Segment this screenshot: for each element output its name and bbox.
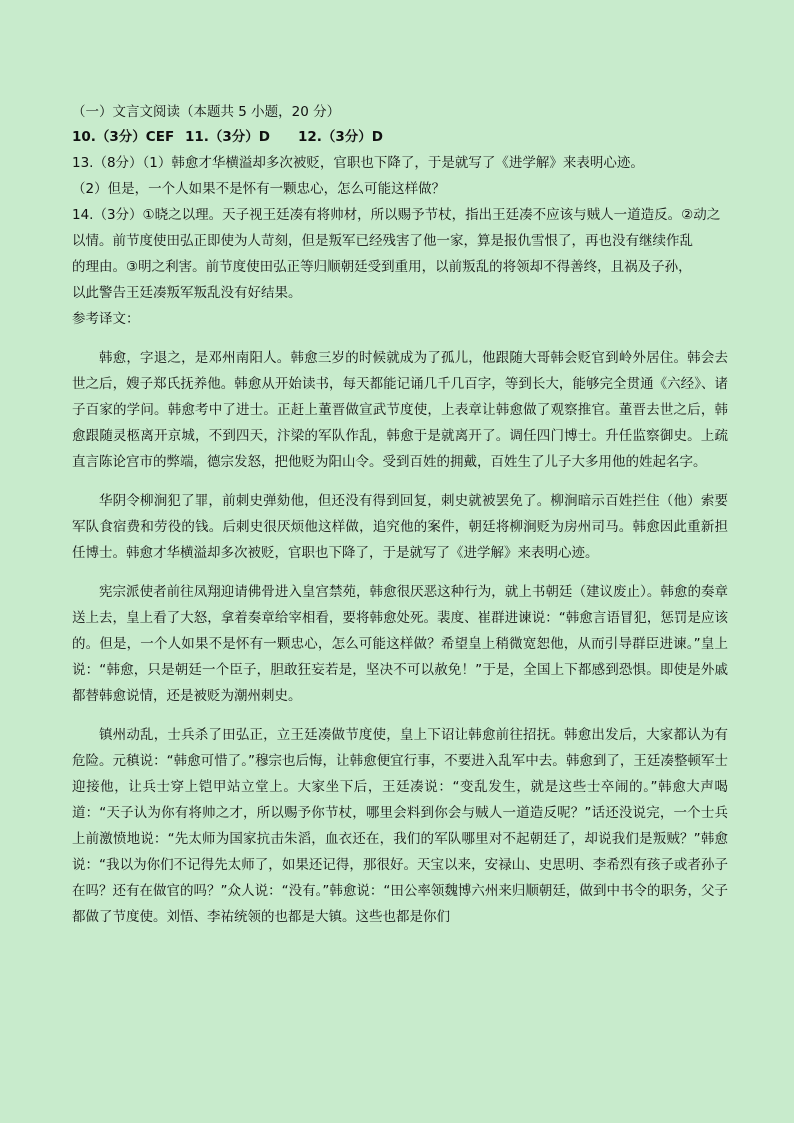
translation-paragraph-1: 韩愈，字退之，是邓州南阳人。韩愈三岁的时候就成为了孤儿，他跟随大哥韩会贬官到岭外居住。韩会去世之后，嫂子郑氏抚养他。韩愈从开始读书，每天都能记诵几千几百字，等到长大，能够完全贯通《六经》、诸子百家的学问。韩愈考中了进士。正赶上董晋做宣武节度使，上表章让韩愈做了观察推官。董晋去世之后，韩愈跟随灵柩离开京城，不到四天，汴梁的军队作乱，韩愈于是就离开了。调任四门博士。升任监察御史。上疏直言陈论宫市的弊端，德宗发怒，把他贬为阳山令。受到百姓的拥戴，百姓生了儿子大多用他的姓起名字。 [72, 350, 728, 470]
answer-q11: 11.（3分）D [185, 129, 271, 145]
reference-translation [72, 345, 728, 943]
answer-q14-line3: 的理由。③明之利害。前节度使田弘正等归顺朝廷受到重用，以前叛乱的将领却不得善终，且祸及子孙， [72, 259, 692, 275]
section-header: （一）文言文阅读（本题共 5 小题，20 分） [72, 104, 341, 120]
answer-q13-part2: （2）但是，一个人如果不是怀有一颗忠心，怎么可能这样做？ [72, 181, 446, 197]
reference-translation-label: 参考译文： [72, 311, 140, 327]
answer-q12: 12.（3分）D [298, 129, 384, 145]
answer-q14-line1: 14.（3分）①晓之以理。天子视王廷凑有将帅材，所以赐予节杖，指出王廷凑不应该与贼人一道造反。②动之 [72, 207, 721, 223]
answer-q10: 10.（3分）CEF [72, 129, 175, 145]
answer-q13-part1: 13.（8分）（1）韩愈才华横溢却多次被贬，官职也下降了，于是就写了《进学解》来表明心迹。 [72, 155, 644, 171]
answer-q14-line4: 以此警告王廷凑叛军叛乱没有好结果。 [72, 285, 302, 301]
translation-paragraph-4: 镇州动乱，士兵杀了田弘正，立王廷凑做节度使，皇上下诏让韩愈前往招抚。韩愈出发后，大家都认为有危险。元稹说：“韩愈可惜了。”穆宗也后悔，让韩愈便宜行事，不要进入乱军中去。韩愈到了，王廷凑整顿军士迎接他，让兵士穿上铠甲站立堂上。大家坐下后，王廷凑说：“变乱发生，就是这些士卒闹的。”韩愈大声喝道：“天子认为你有将帅之才，所以赐予你节杖，哪里会料到你会与贼人一道造反呢？”话还没说完，一个士兵上前激愤地说：“先太师为国家抗击朱滔，血衣还在，我们的军队哪里对不起朝廷了，却说我们是叛贼？”韩愈说：“我以为你们不记得先太师了，如果还记得，那很好。天宝以来，安禄山、史思明、李希烈有孩子或者孙子在吗？还有在做官的吗？”众人说：“没有。”韩愈说：“田公率领魏博六州来归顺朝廷，做到中书令的职务，父子都做了节度使。刘悟、李祐统领的也都是大镇。这些也都是你们 [72, 727, 728, 925]
translation-paragraph-3: 宪宗派使者前往凤翔迎请佛骨进入皇宫禁苑，韩愈很厌恶这种行为，就上书朝廷（建议废止）。韩愈的奏章送上去，皇上看了大怒，拿着奏章给宰相看，要将韩愈处死。裴度、崔群进谏说：“韩愈言语冒犯，惩罚是应该的。但是，一个人如果不是怀有一颗忠心，怎么可能这样做？希望皇上稍微宽恕他，从而引导群臣进谏。”皇上说：“韩愈，只是朝廷一个臣子，胆敢狂妄若是，坚决不可以赦免！”于是，全国上下都感到恐惧。即使是外戚都替韩愈说情，还是被贬为潮州刺史。 [72, 584, 728, 704]
translation-paragraph-2: 华阴令柳涧犯了罪，前刺史弹劾他，但还没有得到回复，刺史就被罢免了。柳涧暗示百姓拦住（他）索要军队食宿费和劳役的钱。后刺史很厌烦他这样做，追究他的案件，朝廷将柳涧贬为房州司马。韩愈因此重新担任博士。韩愈才华横溢却多次被贬，官职也下降了，于是就写了《进学解》来表明心迹。 [72, 493, 728, 561]
answer-q14-line2: 以情。前节度使田弘正即使为人苛刻，但是叛军已经残害了他一家，算是报仇雪恨了，再也没有继续作乱 [72, 233, 693, 249]
